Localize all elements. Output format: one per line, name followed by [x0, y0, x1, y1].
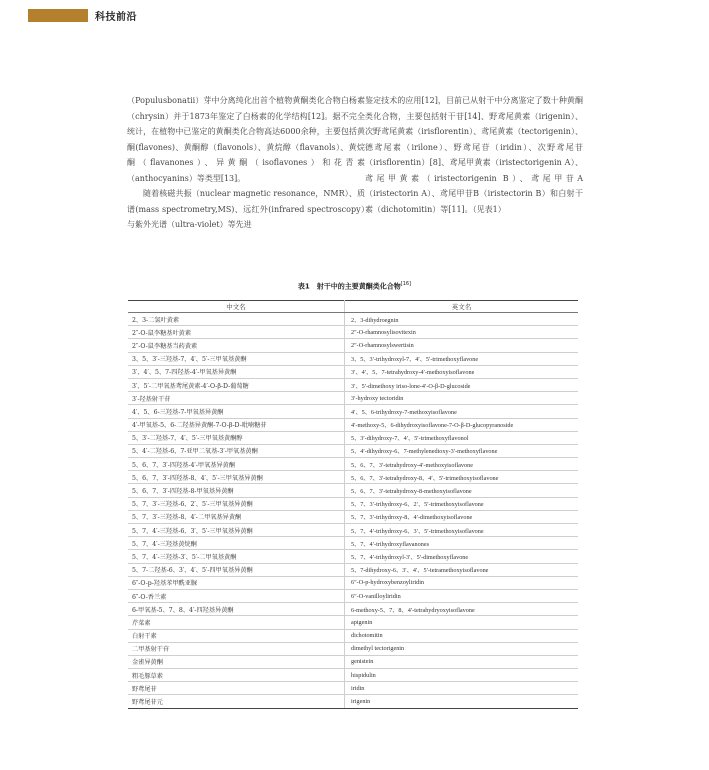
header-cn: 中文名	[128, 301, 345, 313]
cell-chinese-name: 5、7、4′-三羟基-6、3′、5′-三甲氧基异黄酮	[128, 524, 345, 537]
table-row	[128, 352, 578, 365]
cell-english-name: 3′、4′、5、7-tetrahydroxy-4′-methoxyisoflavone	[345, 365, 579, 378]
table-row	[128, 576, 578, 589]
cell-chinese-name: 粗毛豚草素	[128, 669, 345, 682]
cell-english-name: 5、7、4′-trihydroxyl-3′、5′-dimethoxyflavone	[345, 550, 579, 563]
cell-chinese-name: 5、7、3′-三羟基-8、4′-二甲氧基异黄酮	[128, 510, 345, 523]
table-row	[128, 629, 578, 642]
cell-english-name: 5、3′-dihydroxy-7、4′、5′-trimethoxyflavonol	[345, 431, 579, 444]
table-row	[128, 431, 578, 444]
left-text-column	[127, 93, 365, 233]
cell-chinese-name: 3、5、3′-三羟基-7、4′、5′-三甲氧基黄酮	[128, 352, 345, 365]
right-text-column	[365, 93, 583, 217]
cell-chinese-name: 5、7-二羟基-6、3′、4′、5′-四甲氧基异黄酮	[128, 563, 345, 576]
cell-english-name: 2″-O-rhamnosylswertisin	[345, 339, 579, 352]
cell-chinese-name: 2、3-二氢叶黄素	[128, 313, 345, 326]
cell-english-name: 3′-hydroxy tectoridin	[345, 392, 579, 405]
cell-english-name: genistein	[345, 655, 579, 668]
table-row	[128, 642, 578, 655]
cell-chinese-name: 4′-甲氧基-5、6-二羟基异黄酮-7-O-β-D-吡喃糖苷	[128, 418, 345, 431]
cell-chinese-name: 5、3′-二羟基-7、4′、5′-三甲氧基黄酮醇	[128, 431, 345, 444]
cell-english-name: 3′、5′-dimethoxy iriso-lone-4′-O-β-D-glucoside	[345, 378, 579, 391]
table-row	[128, 537, 578, 550]
table-body	[128, 313, 578, 709]
table-row	[128, 682, 578, 695]
table-row	[128, 655, 578, 668]
table-row	[128, 418, 578, 431]
cell-chinese-name: 二甲基射干苷	[128, 642, 345, 655]
cell-english-name: dichotomitin	[345, 629, 579, 642]
cell-english-name: 5、7、3′-trihydroxy-8、4′-dimethoxyisoflavone	[345, 510, 579, 523]
cell-chinese-name: 4′、5、6-三羟基-7-甲氧基异黄酮	[128, 405, 345, 418]
cell-chinese-name: 金雀异黄酮	[128, 655, 345, 668]
table-row	[128, 589, 578, 602]
cell-chinese-name: 5、7、4′-三羟基黄烷酮	[128, 537, 345, 550]
cell-chinese-name: 野鸢尾苷元	[128, 695, 345, 708]
table-row	[128, 365, 578, 378]
header-accent-bar	[28, 9, 88, 22]
cell-chinese-name: 6″-O-香兰素	[128, 589, 345, 602]
table-row	[128, 378, 578, 391]
table-row	[128, 392, 578, 405]
cell-english-name: 5、7-dihydroxy-6、3′、4′、5′-tetramethoxyisoflavone	[345, 563, 579, 576]
cell-english-name: 2″-O-rhamnosylisovitexin	[345, 326, 579, 339]
cell-english-name: 5、7、4′-trihydroxy-6、3′、5′-trimethoxyisoflavone	[345, 524, 579, 537]
cell-english-name: hispidulin	[345, 669, 579, 682]
cell-english-name: 4′、5、6-trihydroxy-7-methoxyisoflavone	[345, 405, 579, 418]
paragraph-2: 随着核磁共振（nuclear magnetic resonance，NMR）、质谱(mass spectrometry,MS)、远红外(infrared spectroscopy）与紫外光谱（ultra-violet）等先进	[127, 189, 365, 229]
page-header	[28, 8, 137, 22]
table-caption	[0, 281, 709, 291]
cell-english-name: 2、3-dihydroegnin	[345, 313, 579, 326]
cell-english-name: 5、6、7、3′-tetrahydroxy-8、4′、5′-trimethoxyisoflavone	[345, 471, 579, 484]
cell-chinese-name: 5、4′-二羟基-6、7-亚甲二氧基-3′-甲氧基黄酮	[128, 444, 345, 457]
table-row	[128, 339, 578, 352]
cell-chinese-name: 6″-O-p-羟基苯甲酰亚脲	[128, 576, 345, 589]
cell-chinese-name: 5、6、7、3′-四羟基-4′-甲氧基异黄酮	[128, 458, 345, 471]
cell-english-name: 4′-methoxy-5、6-dihydroxyisoflavone-7-O-β-D-glucopyranoside	[345, 418, 579, 431]
cell-english-name: 5、6、7、3′-tetrahydroxy-4′-methoxyisoflavone	[345, 458, 579, 471]
cell-english-name: dimethyl tectorigenin	[345, 642, 579, 655]
table-row	[128, 695, 578, 708]
cell-chinese-name: 5、6、7、3′-四羟基-8、4′、5′-三甲氧基异黄酮	[128, 471, 345, 484]
cell-chinese-name: 3′-羟基射干苷	[128, 392, 345, 405]
cell-chinese-name: 5、7、3′-三羟基-6、2′、5′-三甲氧基异黄酮	[128, 497, 345, 510]
table-row	[128, 444, 578, 457]
table-row	[128, 326, 578, 339]
paragraph-1: （Populusbonatii）芽中分离纯化出首个植物黄酮类化合物白杨素（chrysin）并于1873年鉴定了白杨素的化学结构[12]。据不完全统计，在植物中已鉴定的黄酮类化合物高达6000余种，主要包括黄酮(flavones)、黄酮醇（flavonols）、黄烷醇（flavanols）、黄烷酮（flavanones）、异黄酮（isoflavones）和花青素（anthocyanins）等类型[13]。	[127, 96, 365, 183]
table-row	[128, 497, 578, 510]
cell-chinese-name: 5、6、7、3′-四羟基-8-甲氧基异黄酮	[128, 484, 345, 497]
cell-english-name: 3、5、3′-trihydroxyl-7、4′、5′-trimethoxyflavone	[345, 352, 579, 365]
table-row	[128, 484, 578, 497]
header-en: 英文名	[345, 301, 579, 313]
cell-english-name: 5、7、3′-trihydroxy-6、2′、5′-trimethoxyisoflavone	[345, 497, 579, 510]
cell-english-name: 6″-O-p-hydroxybenzoyliridin	[345, 576, 579, 589]
table-row	[128, 405, 578, 418]
flavonoid-table	[128, 300, 578, 709]
cell-chinese-name: 白射干素	[128, 629, 345, 642]
table-row	[128, 313, 578, 326]
table-row	[128, 510, 578, 523]
table-row	[128, 524, 578, 537]
cell-chinese-name: 3′、5′-二甲氧基鸢尾黄素-4′-O-β-D-葡萄糖	[128, 378, 345, 391]
cell-chinese-name: 野鸢尾苷	[128, 682, 345, 695]
cell-chinese-name: 5、7、4′-三羟基-3′、5′-二甲氧基黄酮	[128, 550, 345, 563]
cell-english-name: apigenin	[345, 616, 579, 629]
cell-chinese-name: 3′、4′、5、7-四羟基-4′-甲氧基异黄酮	[128, 365, 345, 378]
cell-english-name: iridin	[345, 682, 579, 695]
table-row	[128, 471, 578, 484]
table-row	[128, 616, 578, 629]
cell-english-name: 6″-O-vanilloyliridin	[345, 589, 579, 602]
cell-chinese-name: 2″-O-鼠李糖基当药黄素	[128, 339, 345, 352]
table-row	[128, 669, 578, 682]
cell-english-name: 6-methoxy-5、7、8、4′-tetrahydryoxyisoflavone	[345, 603, 579, 616]
cell-english-name: 5、6、7、3′-tetrahydroxy-8-methoxyisoflavone	[345, 484, 579, 497]
cell-english-name: irigenin	[345, 695, 579, 708]
table-caption-text: 表1 射干中的主要黄酮类化合物	[297, 282, 401, 291]
table-row	[128, 563, 578, 576]
cell-english-name: 5、7、4′-trihydroxyflavanones	[345, 537, 579, 550]
paragraph-3: 鉴定技术的应用[12]，目前已从射干中分离鉴定了数十种黄酮类化合物，主要包括射干苷[14]、野鸢尾黄素（irigenin）、次野鸢尾黄素（irisflorentin）、鸢尾黄素（tectorigenin）、德鸢尾素（irilone）、野鸢尾苷（iridin）、次野鸢尾苷（irisflorentin）[8]、鸢尾甲黄素（iristectorigenin A）、鸢尾甲黄素（iristectorigenin B）、鸢尾甲苷A（iristectorin A）、鸢尾甲苷B（iristectorin B）和白射干素（dichotomitin）等[11]。（见表1）	[365, 96, 583, 214]
cell-chinese-name: 2″-O-鼠李糖基叶黄素	[128, 326, 345, 339]
section-title: 科技前沿	[95, 11, 137, 23]
cell-chinese-name: 6-甲氧基-5、7、8、4′-四羟基异黄酮	[128, 603, 345, 616]
table-row	[128, 603, 578, 616]
table-caption-ref: [16]	[400, 281, 412, 287]
table-row	[128, 458, 578, 471]
table-row	[128, 550, 578, 563]
table-header-row	[128, 301, 578, 313]
cell-chinese-name: 芹菜素	[128, 616, 345, 629]
cell-english-name: 5、4′-dihydroxy-6、7-methylenedioxy-3′-methoxyflavone	[345, 444, 579, 457]
